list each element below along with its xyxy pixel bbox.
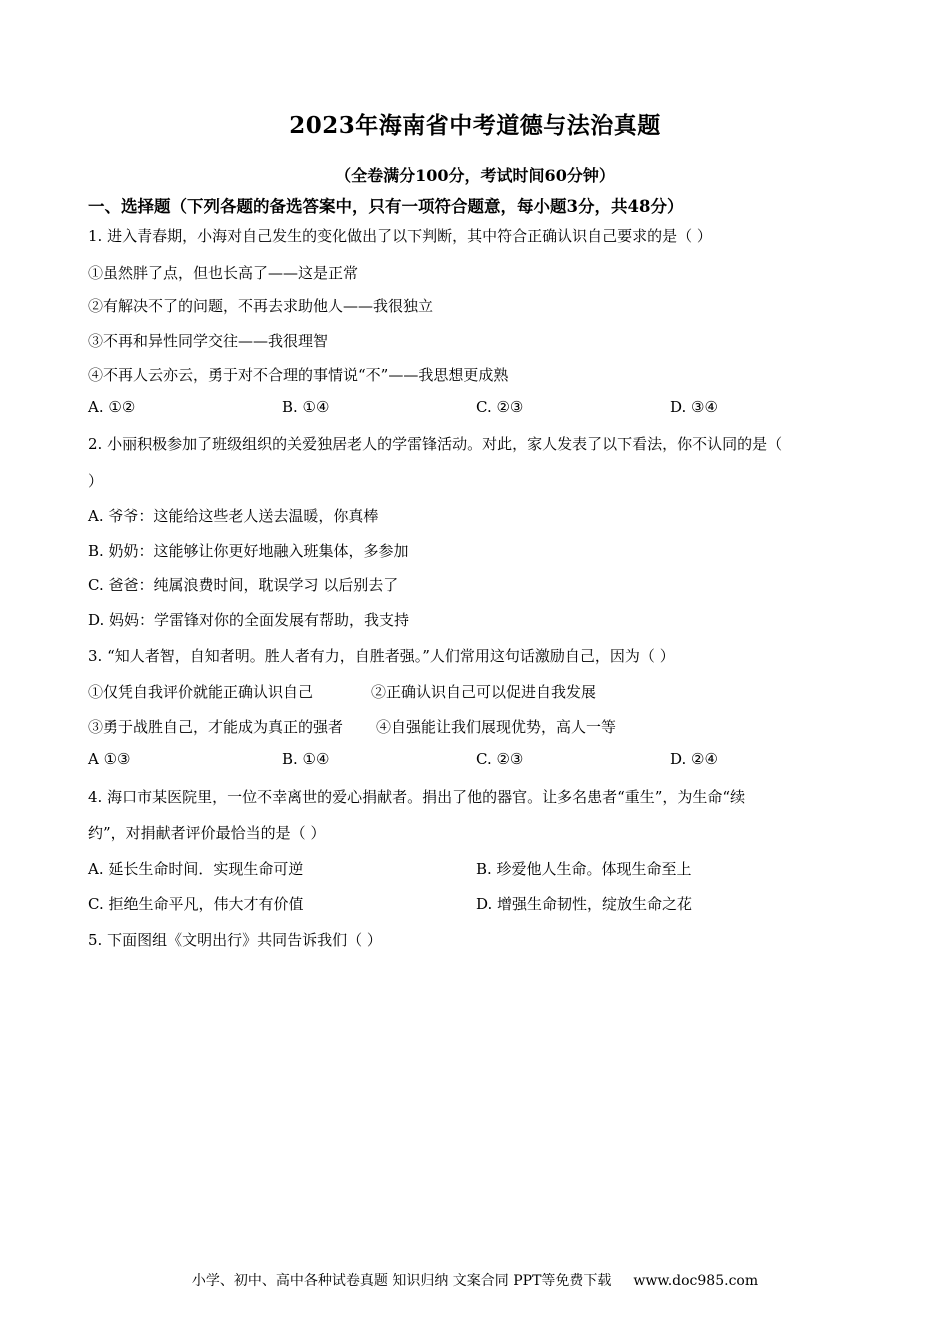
- page-footer: [0, 1270, 950, 1290]
- question-4-option-b: B. 珍爱他人生命。体现生命至上: [476, 860, 692, 878]
- section-heading: 一、选择题（下列各题的备选答案中，只有一项符合题意，每小题3分，共48分）: [88, 197, 684, 216]
- question-2-option-b: B. 奶奶：这能够让你更好地融入班集体，多参加: [88, 542, 409, 560]
- question-1-item: ①虽然胖了点，但也长高了——这是正常: [88, 264, 359, 282]
- question-2-option-c: C. 爸爸：纯属浪费时间，耽误学习 以后别去了: [88, 576, 399, 594]
- question-3-option-d: D. ②④: [670, 750, 718, 768]
- question-1-item: ④不再人云亦云，勇于对不合理的事情说“不”——我思想更成熟: [88, 366, 509, 384]
- question-4-stem: 4. 海口市某医院里，一位不幸离世的爱心捐献者。捐出了他的器官。让多名患者“重生”，为生命“续: [88, 788, 746, 806]
- footer-text: 小学、初中、高中各种试卷真题 知识归纳 文案合同 PPT等免费下载: [191, 1273, 612, 1289]
- question-3-option-c: C. ②③: [476, 750, 524, 768]
- question-5-stem: 5. 下面图组《文明出行》共同告诉我们（ ）: [88, 931, 382, 949]
- question-1-item: ③不再和异性同学交往——我很理智: [88, 332, 329, 350]
- footer-url[interactable]: www.doc985.com: [633, 1273, 759, 1289]
- question-1-option-c: C. ②③: [476, 398, 524, 416]
- question-2-stem: 2. 小丽积极参加了班级组织的关爱独居老人的学雷锋活动。对此，家人发表了以下看法，你不认同的是（: [88, 435, 783, 453]
- question-4-option-c: C. 拒绝生命平凡，伟大才有价值: [88, 895, 304, 913]
- question-2-stem-continued: ）: [88, 472, 104, 490]
- question-3-stem: 3. “知人者智，自知者明。胜人者有力，自胜者强。”人们常用这句话激励自己，因为（ ）: [88, 647, 675, 665]
- question-1-option-a: A. ①②: [88, 398, 136, 416]
- question-4-stem-continued: 约”，对捐献者评价最恰当的是（ ）: [88, 824, 326, 842]
- question-3-option-a: A ①③: [88, 750, 131, 768]
- question-3-option-b: B. ①④: [282, 750, 330, 768]
- page-title: 2023年海南省中考道德与法治真题: [289, 112, 661, 139]
- question-3-item: ③勇于战胜自己，才能成为真正的强者: [88, 718, 344, 736]
- question-2-option-a: A. 爷爷：这能给这些老人送去温暖，你真棒: [88, 507, 379, 525]
- question-4-option-a: A. 延长生命时间．实现生命可逆: [88, 860, 304, 878]
- question-3-item: ②正确认识自己可以促进自我发展: [371, 683, 597, 701]
- question-1-option-d: D. ③④: [670, 398, 718, 416]
- question-1-item: ②有解决不了的问题，不再去求助他人——我很独立: [88, 297, 434, 315]
- question-3-item: ①仅凭自我评价就能正确认识自己: [88, 683, 314, 701]
- exam-info: （全卷满分100分，考试时间60分钟）: [335, 166, 615, 185]
- question-4-option-d: D. 增强生命韧性，绽放生命之花: [476, 895, 693, 913]
- question-3-item: ④自强能让我们展现优势，高人一等: [376, 718, 617, 736]
- question-1-stem: 1. 进入青春期，小海对自己发生的变化做出了以下判断，其中符合正确认识自己要求的是（ ）: [88, 227, 712, 245]
- question-1-option-b: B. ①④: [282, 398, 330, 416]
- question-2-option-d: D. 妈妈：学雷锋对你的全面发展有帮助，我支持: [88, 611, 410, 629]
